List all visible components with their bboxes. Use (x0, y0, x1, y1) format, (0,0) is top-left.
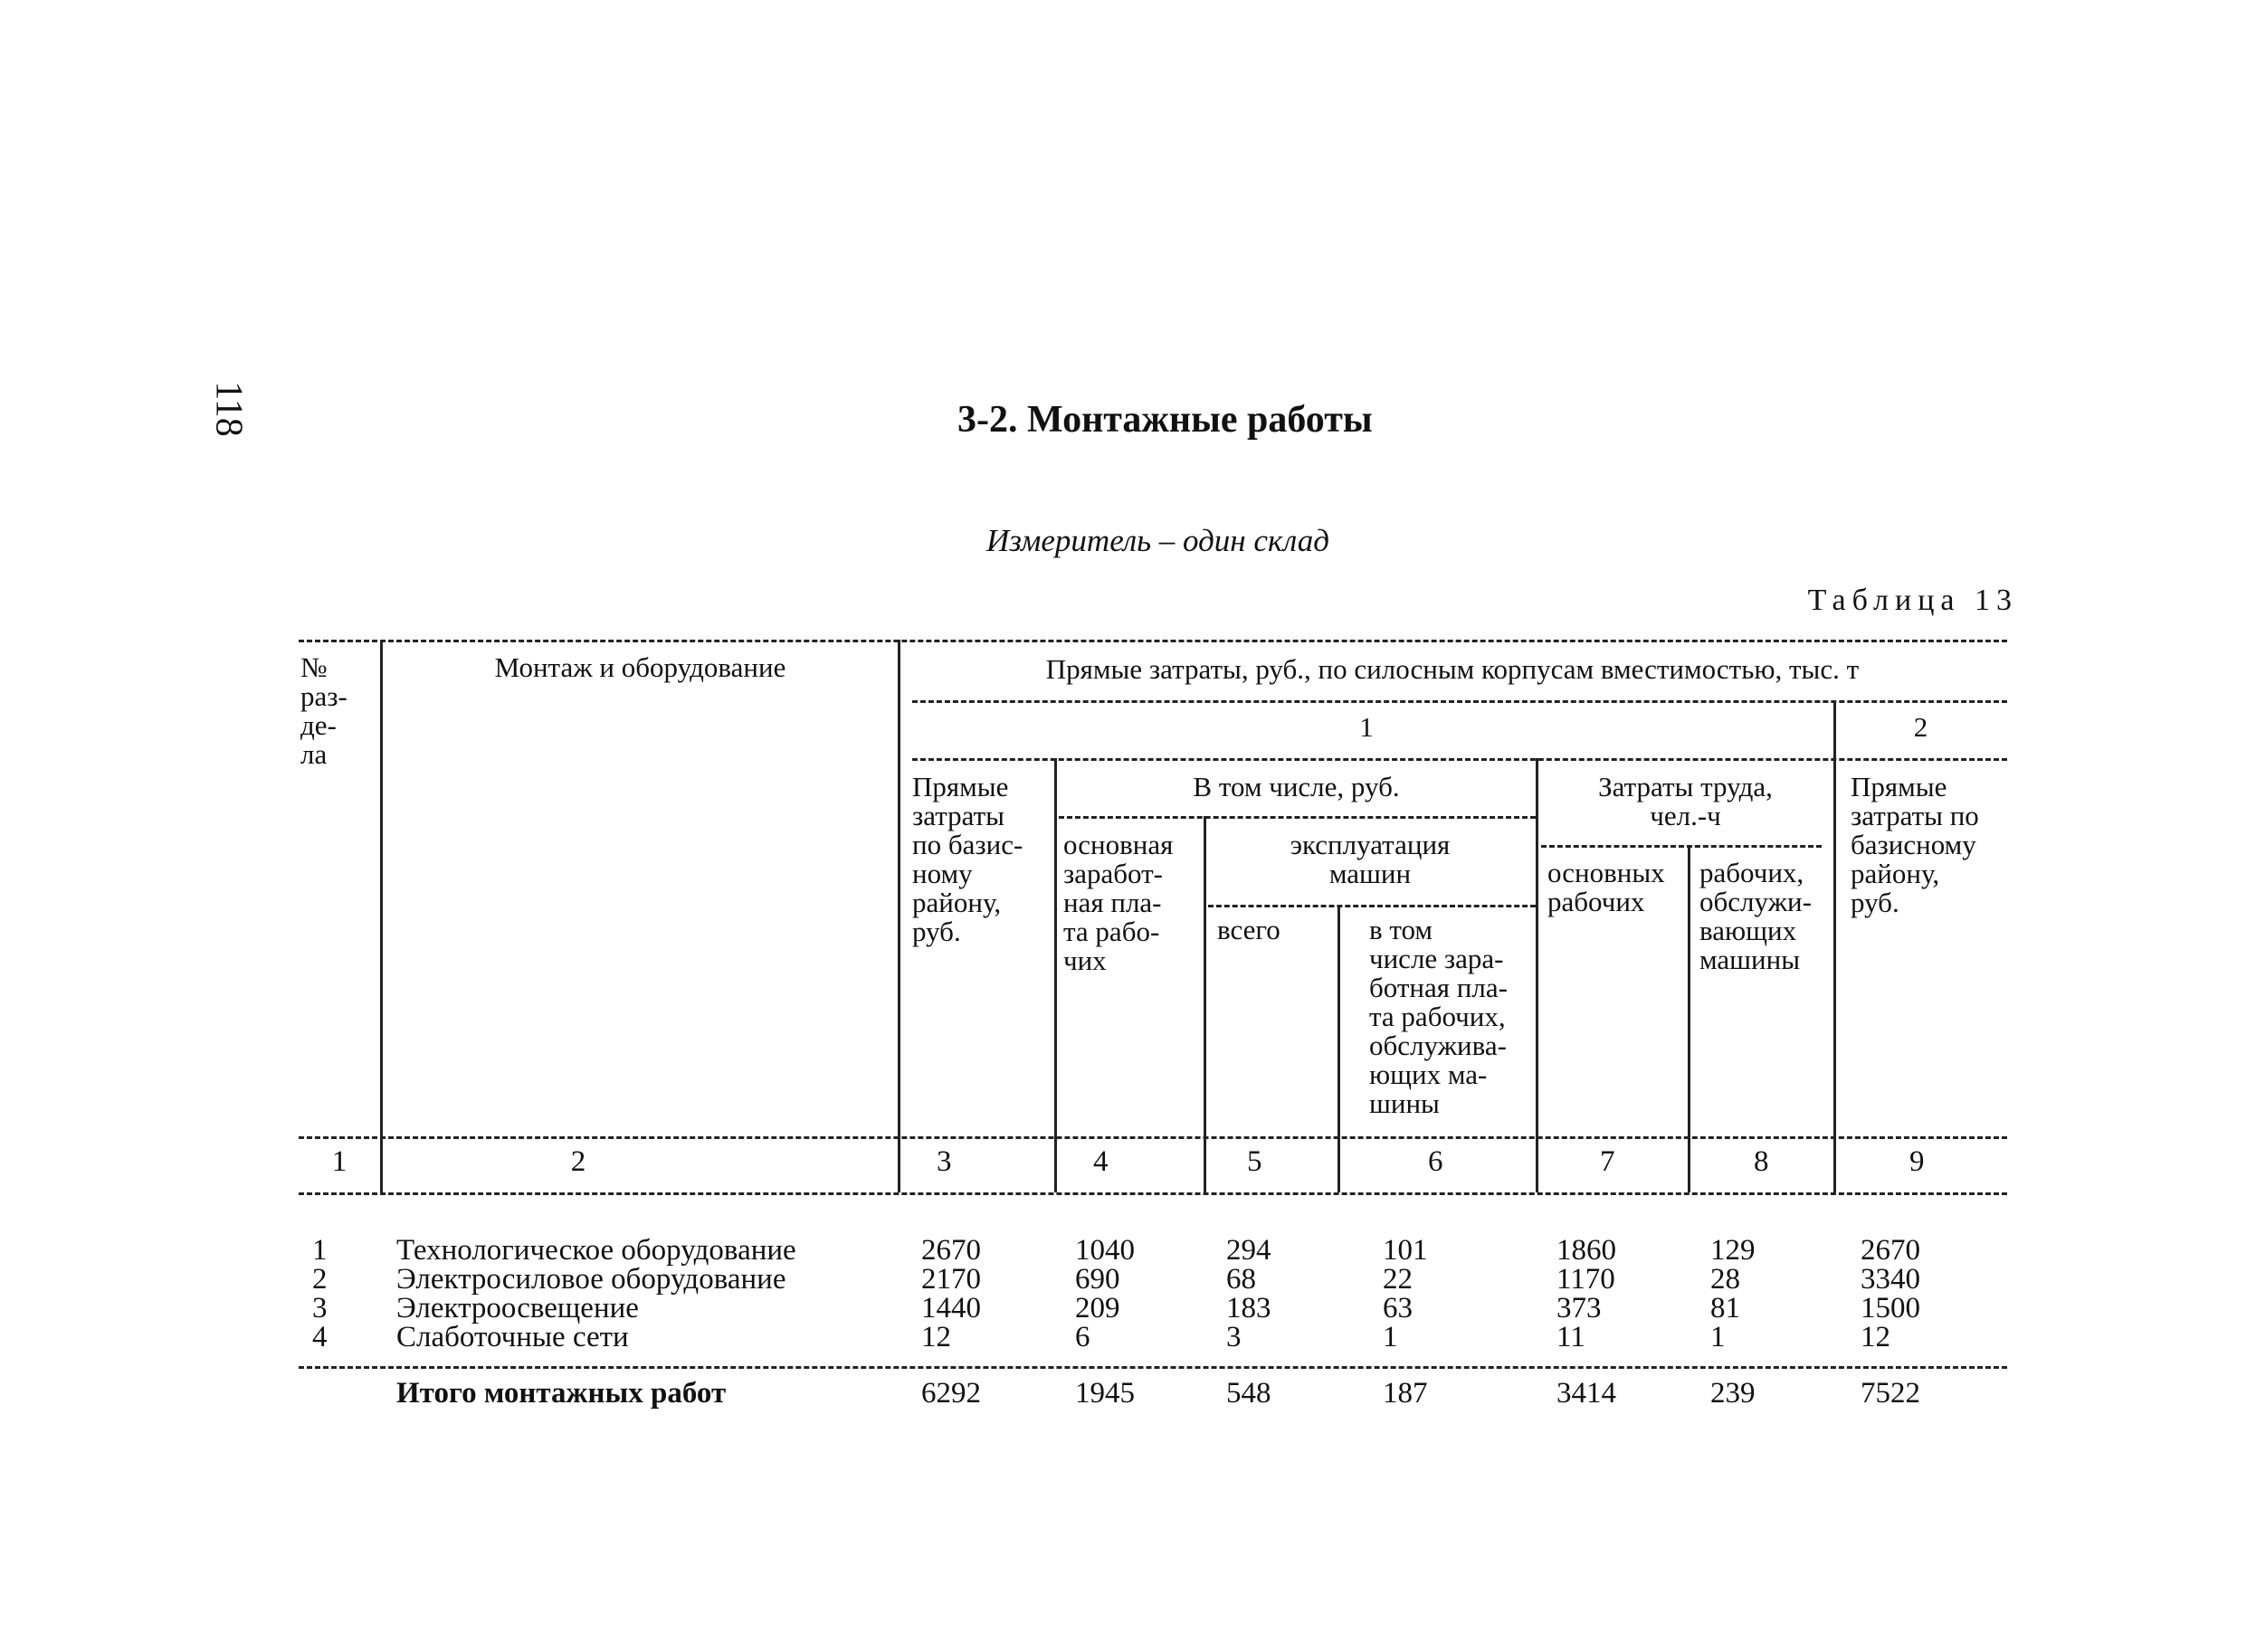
table-label: Таблица 13 (1807, 584, 2018, 617)
row-cell: 183 (1226, 1292, 1271, 1324)
col-number: 9 (1909, 1145, 1925, 1178)
row-cell: 129 (1710, 1234, 1756, 1267)
row-cell: 690 (1075, 1263, 1120, 1296)
rule-top (299, 640, 2007, 642)
row-cell: 11 (1556, 1321, 1585, 1353)
header-labor: Затраты труда, чел.-ч (1598, 771, 1773, 831)
total-cell: 7522 (1861, 1377, 1920, 1410)
header-group-1: 1 (1359, 711, 1374, 743)
row-cell: 2670 (1861, 1234, 1920, 1267)
vrule-5 (1337, 905, 1340, 1192)
total-label: Итого монтажных работ (396, 1377, 727, 1410)
col-number: 4 (1093, 1145, 1109, 1178)
row-cell: 2170 (921, 1263, 981, 1296)
row-cell: 1440 (921, 1292, 981, 1324)
row-cell: 294 (1226, 1234, 1271, 1267)
page-number: 118 (207, 381, 250, 437)
vrule-1 (380, 640, 383, 1192)
rule-groups (912, 700, 2007, 703)
row-cell: 81 (1710, 1292, 1740, 1324)
header-group-2: 2 (1913, 711, 1928, 743)
row-cell: 22 (1383, 1263, 1413, 1296)
header-machine-operation: эксплуатация машин (1290, 829, 1451, 889)
row-cell: 209 (1075, 1292, 1120, 1324)
col-number: 8 (1754, 1145, 1769, 1178)
row-cell: 68 (1226, 1263, 1256, 1296)
total-cell: 6292 (921, 1377, 981, 1410)
row-cell: 101 (1383, 1234, 1428, 1267)
col-number: 5 (1247, 1145, 1262, 1178)
row-name: Электроосвещение (396, 1292, 639, 1324)
section-title: 3-2. Монтажные работы (957, 399, 1373, 441)
row-cell: 63 (1383, 1292, 1413, 1324)
measure-unit-subtitle: Измеритель – один склад (986, 523, 1329, 558)
row-cell: 3 (1226, 1321, 1242, 1353)
row-cell: 1040 (1075, 1234, 1135, 1267)
row-number: 1 (312, 1234, 328, 1267)
rule-machine (1208, 905, 1536, 907)
header-direct-costs-2: Прямые затраты по базисному району, руб. (1851, 771, 1979, 918)
header-service-workers: рабочих, обслужи- вающих машины (1699, 857, 1812, 975)
row-number: 3 (312, 1292, 328, 1324)
header-section-no: № раз- де- ла (300, 651, 347, 770)
total-cell: 3414 (1556, 1377, 1616, 1410)
row-cell: 12 (921, 1321, 951, 1353)
rule-total (299, 1366, 2007, 1369)
row-number: 2 (312, 1263, 328, 1296)
row-number: 4 (312, 1321, 328, 1353)
col-number: 7 (1600, 1145, 1615, 1178)
row-cell: 3340 (1861, 1263, 1920, 1296)
row-cell: 373 (1556, 1292, 1602, 1324)
col-number: 6 (1428, 1145, 1443, 1178)
row-cell: 28 (1710, 1263, 1740, 1296)
row-cell: 6 (1075, 1321, 1090, 1353)
vrule-8 (1833, 700, 1836, 1192)
row-name: Электросиловое оборудование (396, 1263, 786, 1296)
total-cell: 239 (1710, 1377, 1756, 1410)
vrule-3 (1054, 758, 1057, 1192)
row-name: Технологическое оборудование (396, 1234, 796, 1267)
col-number: 1 (331, 1145, 347, 1178)
rule-incl (1059, 816, 1536, 819)
rule-labor (1541, 845, 1822, 848)
header-direct-costs: Прямые затраты по базис- ному району, руб. (912, 771, 1023, 947)
vrule-7 (1688, 845, 1690, 1192)
header-installation: Монтаж и оборудование (494, 651, 786, 683)
rule-header-bottom (299, 1136, 2007, 1139)
col-number: 2 (570, 1145, 586, 1178)
col-number: 3 (937, 1145, 952, 1178)
header-direct-costs-main: Прямые затраты, руб., по силосным корпусам вместимостью, тыс. т (1045, 653, 1860, 685)
row-cell: 2670 (921, 1234, 981, 1267)
row-name: Слаботочные сети (396, 1321, 629, 1353)
header-total: всего (1217, 914, 1280, 945)
total-cell: 187 (1383, 1377, 1428, 1410)
rule-subheader (912, 758, 2007, 761)
row-cell: 1500 (1861, 1292, 1920, 1324)
header-including: В том числе, руб. (1193, 771, 1400, 802)
total-cell: 1945 (1075, 1377, 1135, 1410)
row-cell: 1170 (1556, 1263, 1615, 1296)
header-incl-wage: в том числе зара- ботная пла- та рабочих, обслужива- ющих ма- шины (1369, 914, 1508, 1119)
header-basic-wage: основная заработ- ная пла- та рабо- чих (1063, 829, 1174, 976)
row-cell: 1 (1710, 1321, 1726, 1353)
header-main-workers: основных рабочих (1547, 857, 1665, 917)
total-cell: 548 (1226, 1377, 1271, 1410)
rule-colnum-bottom (299, 1192, 2007, 1195)
row-cell: 1860 (1556, 1234, 1616, 1267)
row-cell: 1 (1383, 1321, 1398, 1353)
row-cell: 12 (1861, 1321, 1890, 1353)
